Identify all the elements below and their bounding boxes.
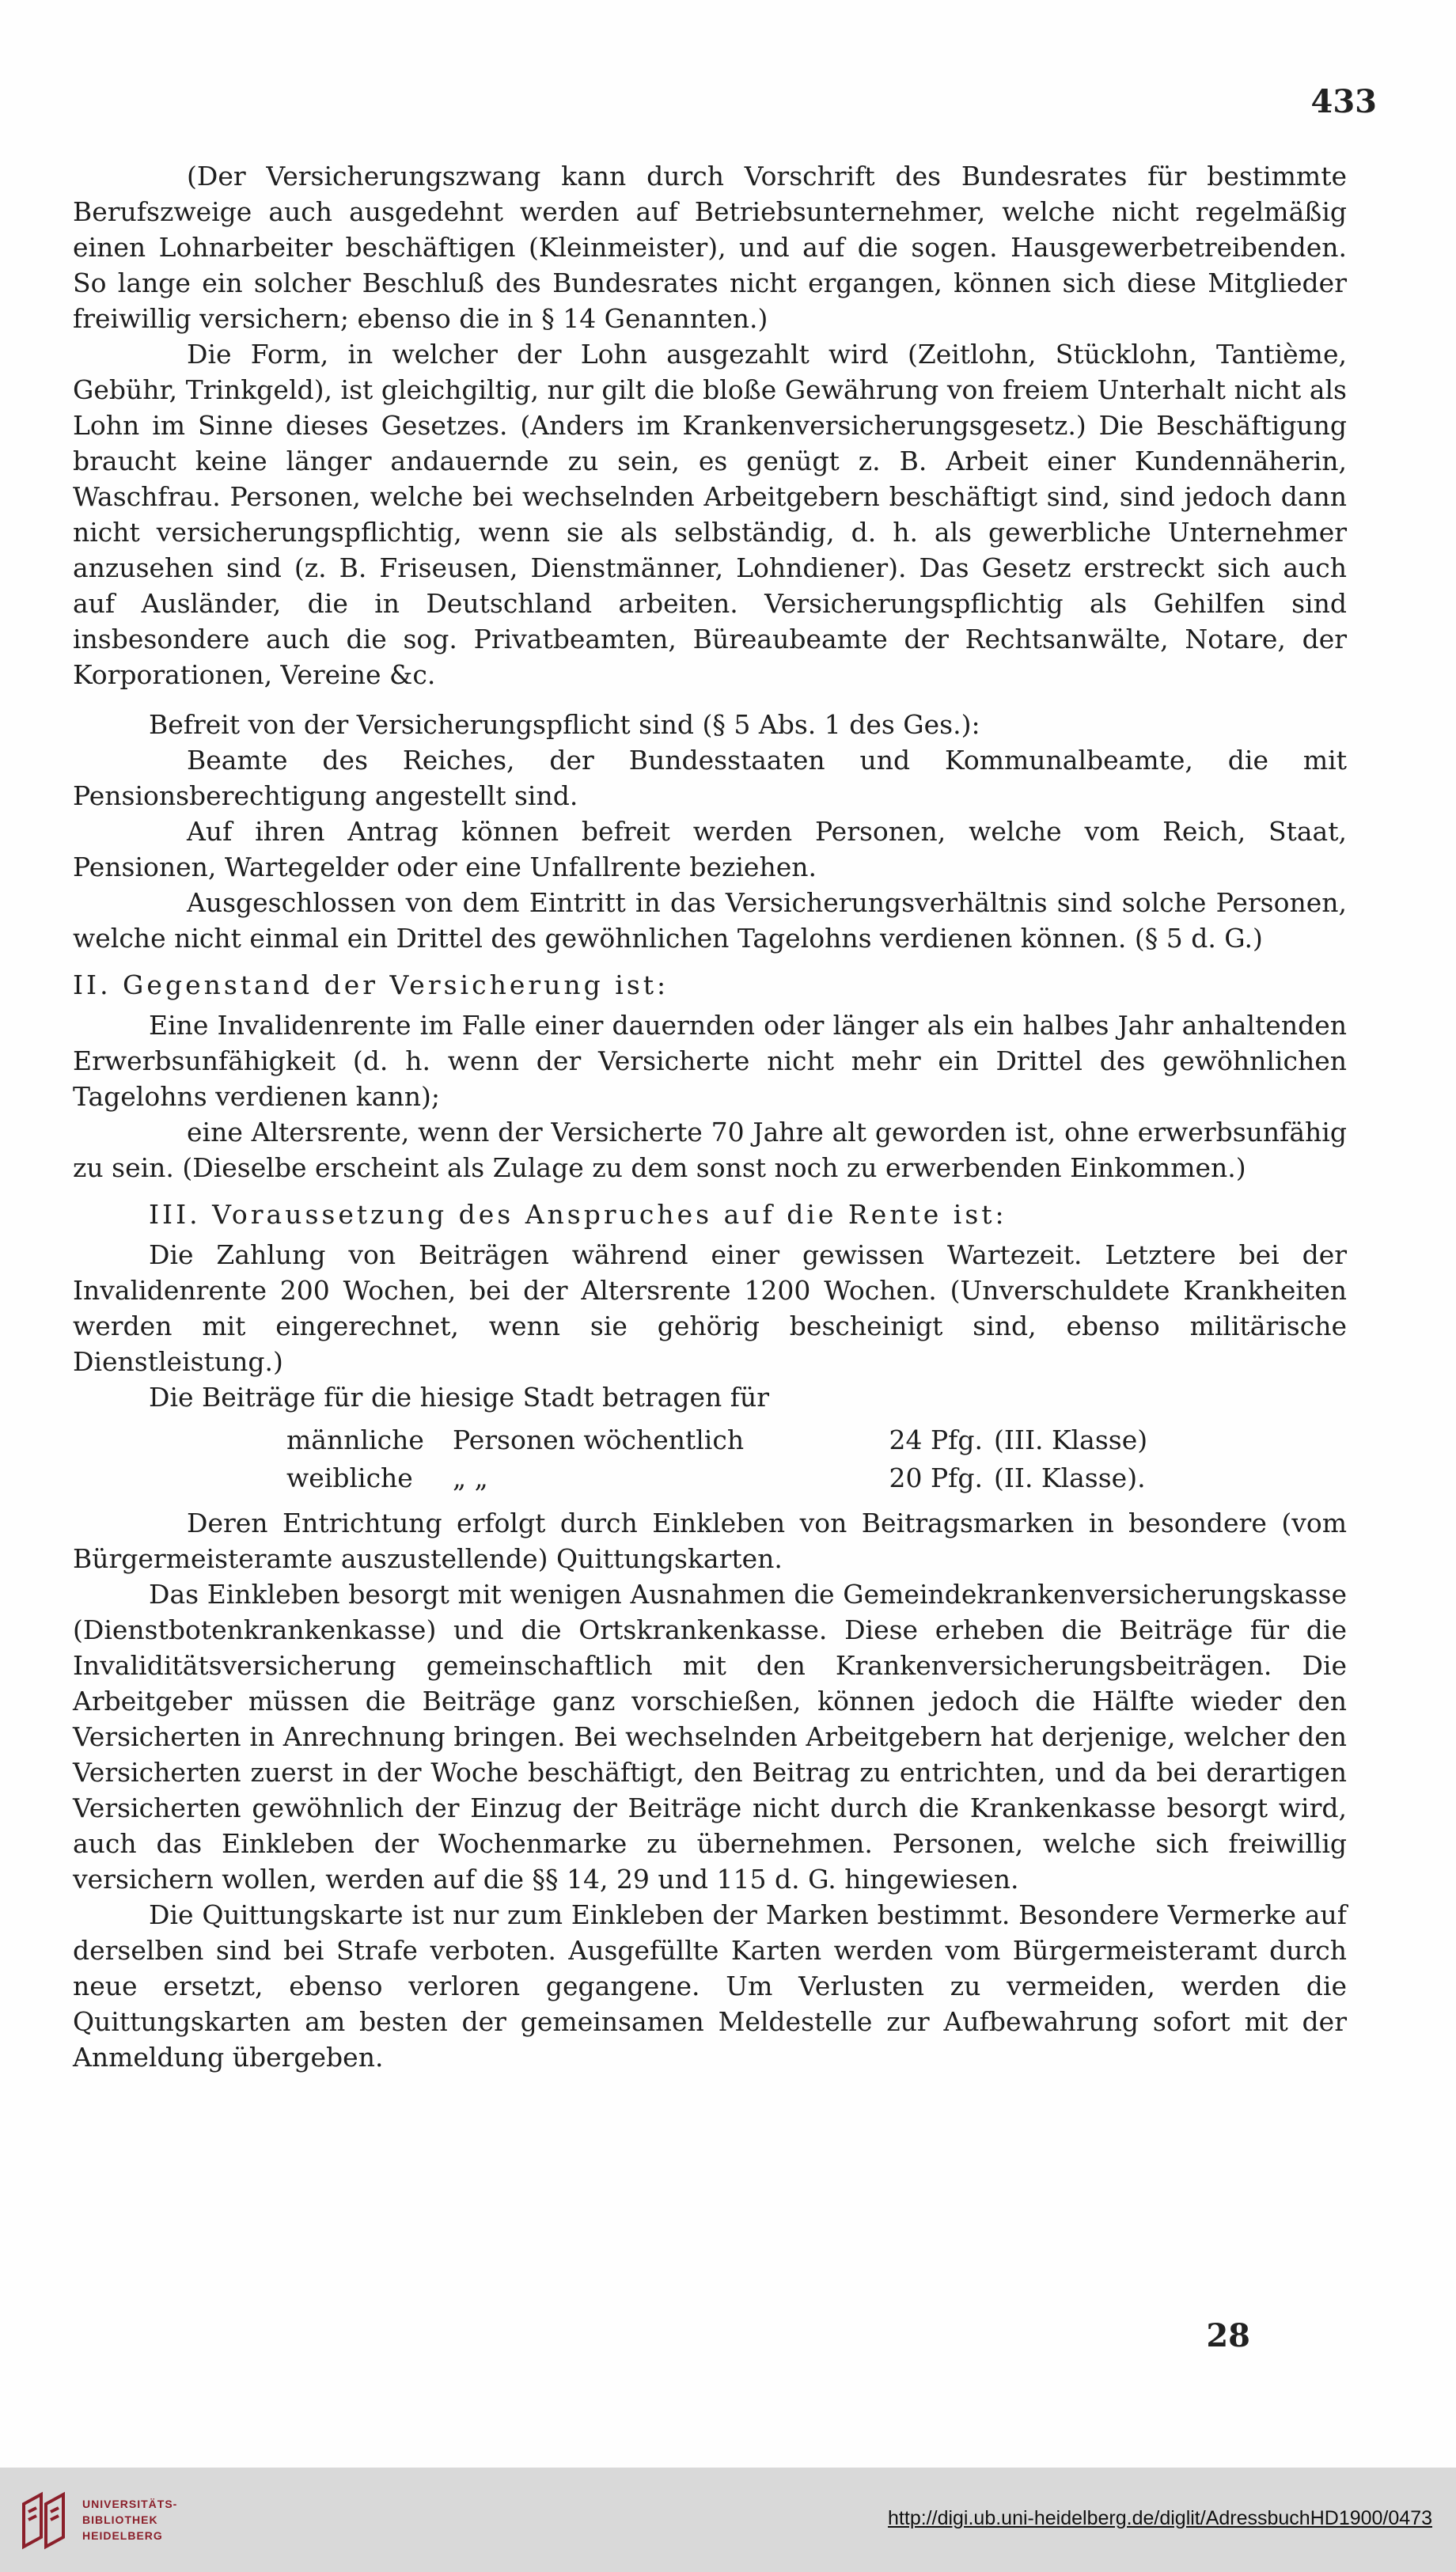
section-heading: II. Gegenstand der Versicherung ist: [73, 969, 669, 1000]
paragraph: Beamte des Reiches, der Bundesstaaten und Kommunalbeamte, die mit Pensionsberechtigung angestellt sind. [73, 745, 1347, 811]
fee-basis: Personen wöchentlich [453, 1424, 745, 1455]
paragraph: eine Altersrente, wenn der Versicherte 70 Jahre alt geworden ist, ohne erwerbsunfähig zu sein. (Dieselbe erscheint als Zulage zu dem sonst noch zu erwerbenden Einkommen.) [73, 1117, 1347, 1183]
table-row [286, 1459, 1347, 1497]
paragraph: Die Beiträge für die hiesige Stadt betragen für [149, 1382, 770, 1413]
paragraph: Auf ihren Antrag können befreit werden Personen, welche vom Reich, Staat, Pensionen, Wartegelder oder eine Unfallrente beziehen. [73, 816, 1347, 882]
source-url-link[interactable]: http://digi.ub.uni-heidelberg.de/diglit/AdressbuchHD1900/0473 [888, 2507, 1432, 2529]
library-name-line: UNIVERSITÄTS- [82, 2498, 178, 2510]
section-heading: III. Voraussetzung des Anspruches auf die Rente ist: [149, 1199, 1007, 1230]
library-name-line: HEIDELBERG [82, 2529, 163, 2542]
library-name-line: BIBLIOTHEK [82, 2513, 158, 2526]
fee-class: (III. Klasse) [994, 1424, 1148, 1455]
library-name [82, 2496, 177, 2544]
table-row [286, 1421, 1347, 1459]
paragraph: Ausgeschlossen von dem Eintritt in das Versicherungsverhältnis sind solche Personen, welche nicht einmal ein Drittel des gewöhnlichen Tagelohns verdienen können. (§ 5 d. G.) [73, 887, 1347, 954]
fee-amount: 20 Pfg. [889, 1462, 983, 1493]
paragraph: (Der Versicherungszwang kann durch Vorschrift des Bundesrates für bestimmte Berufszweige auch ausgedehnt werden auf Betriebsunternehmer, welche nicht regelmäßig einen Lohnarbeiter beschäftigen (Kleinmeister), und auf die sogen. Hausgewerbetreibenden. So lange ein solcher Beschluß des Bundesrates nicht ergangen, können sich diese Mitglieder freiwillig versichern; ebenso die in § 14 Genannten.) [73, 161, 1347, 334]
fee-amount: 24 Pfg. [889, 1424, 983, 1455]
document-body [73, 158, 1347, 2075]
fee-group: männliche [286, 1424, 424, 1455]
footer-bar [0, 2468, 1456, 2572]
paragraph: Das Einkleben besorgt mit wenigen Ausnahmen die Gemeindekrankenversicherungskasse (Dienstbotenkrankenkasse) und die Ortskrankenkasse. Diese erheben die Beiträge für die Invaliditätsversicherung gemeinschaftlich mit den Krankenversicherungsbeiträgen. Die Arbeitgeber müssen die Beiträge ganz vorschießen, können jedoch die Hälfte wieder den Versicherten in Anrechnung bringen. Bei wechselnden Arbeitgebern hat derjenige, welcher den Versicherten zuerst in der Woche beschäftigt, den Beitrag zu entrichten, und da bei derartigen Versicherten gewöhnlich der Einzug der Beiträge nicht durch die Krankenkasse besorgt wird, auch das Einkleben der Wochenmarke zu übernehmen. Personen, welche sich freiwillig versichern wollen, werden auf die §§ 14, 29 und 115 d. G. hingewiesen. [73, 1579, 1347, 1895]
paragraph: Eine Invalidenrente im Falle einer dauernden oder länger als ein halbes Jahr anhaltenden Erwerbsunfähigkeit (d. h. wenn der Versicherte nicht mehr ein Drittel des gewöhnlichen Tagelohns verdienen kann); [73, 1010, 1347, 1112]
page-number: 433 [1310, 83, 1377, 120]
paragraph: Die Zahlung von Beiträgen während einer gewissen Wartezeit. Letztere bei der Invalidenrente 200 Wochen, bei der Altersrente 1200 Wochen. (Unverschuldete Krankheiten werden mit eingerechnet, wenn sie gehörig bescheinigt sind, ebenso militärische Dienstleistung.) [73, 1239, 1347, 1377]
fee-group: weibliche [286, 1462, 413, 1493]
sheet-number: 28 [1206, 2317, 1250, 2354]
fee-class: (II. Klasse). [994, 1462, 1146, 1493]
contribution-table [73, 1421, 1347, 1497]
spacer [73, 692, 1347, 707]
library-logo-icon [17, 2487, 73, 2553]
paragraph: Die Form, in welcher der Lohn ausgezahlt wird (Zeitlohn, Stücklohn, Tantième, Gebühr, Trinkgeld), ist gleichgiltig, nur gilt die bloße Gewährung von freiem Unterhalt nicht als Lohn im Sinne dieses Gesetzes. (Anders im Krankenversicherungsgesetz.) Die Beschäftigung braucht keine länger andauernde zu sein, es genügt z. B. Arbeit einer Kundennäherin, Waschfrau. Personen, welche bei wechselnden Arbeitgebern beschäftigt sind, sind jedoch dann nicht versicherungspflichtig, wenn sie als selbständig, d. h. als gewerbliche Unternehmer anzusehen sind (z. B. Friseusen, Dienstmänner, Lohndiener). Das Gesetz erstreckt sich auch auf Ausländer, die in Deutschland arbeiten. Versicherungspflichtig als Gehilfen sind insbesondere auch die sog. Privatbeamten, Büreaubeamte der Rechtsanwälte, Notare, der Korporationen, Vereine &c. [73, 339, 1347, 690]
paragraph: Deren Entrichtung erfolgt durch Einkleben von Beitragsmarken in besondere (vom Bürgermeisteramte auszustellende) Quittungskarten. [73, 1508, 1347, 1574]
fee-basis: „ „ [453, 1462, 488, 1493]
paragraph: Befreit von der Versicherungspflicht sind (§ 5 Abs. 1 des Ges.): [149, 709, 980, 740]
paragraph: Die Quittungskarte ist nur zum Einkleben der Marken bestimmt. Besondere Vermerke auf derselben sind bei Strafe verboten. Ausgefüllte Karten werden vom Bürgermeisteramt durch neue ersetzt, ebenso verloren gegangene. Um Verlusten zu vermeiden, werden die Quittungskarten am besten der gemeinsamen Meldestelle zur Aufbewahrung sofort mit der Anmeldung übergeben. [73, 1899, 1347, 2073]
